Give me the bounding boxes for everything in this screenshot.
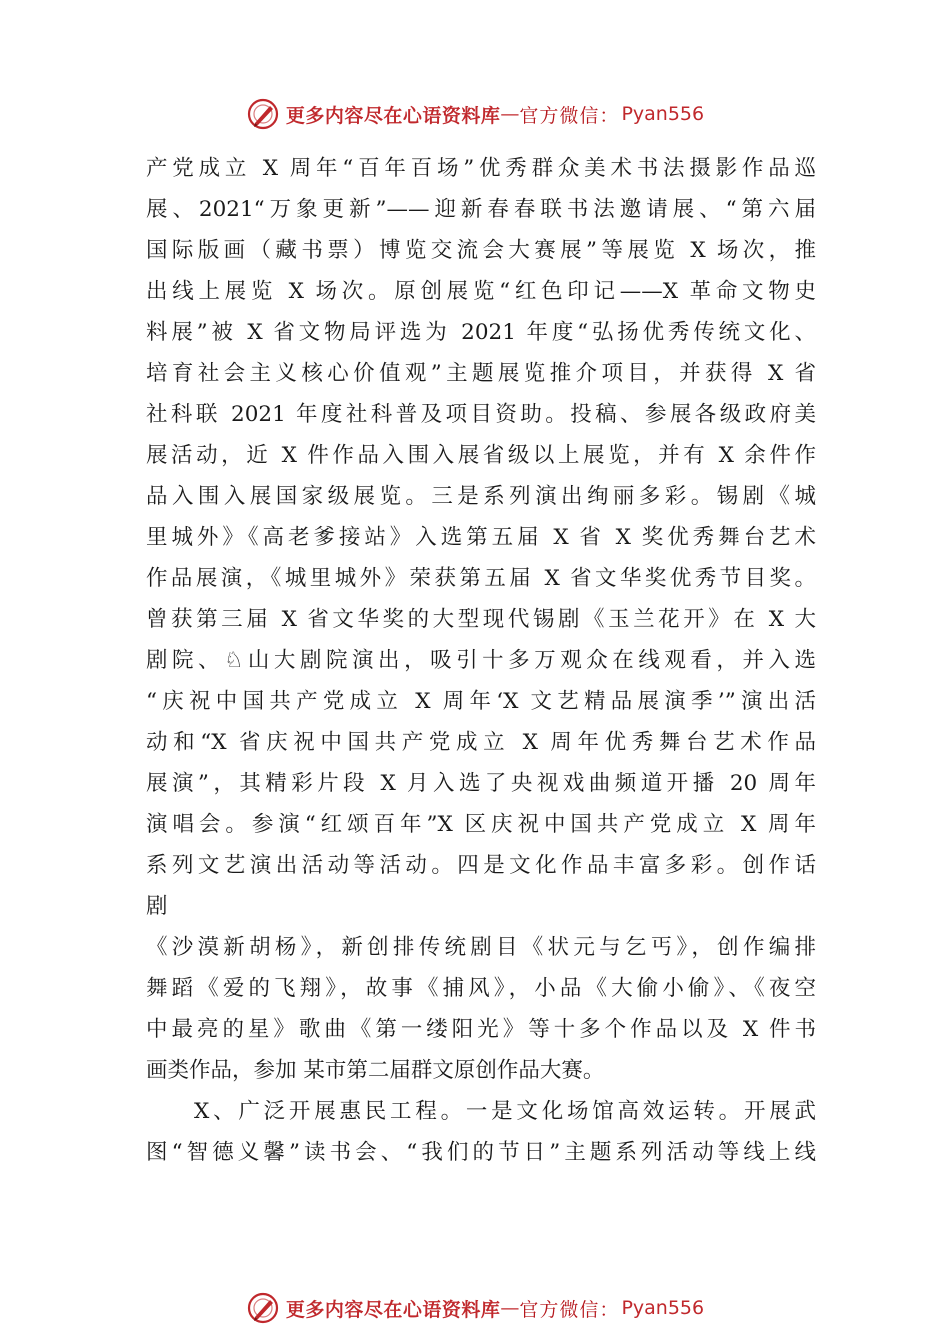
banner-title: 更多内容尽在心语资料库 — [285, 1298, 501, 1321]
text-line: 演唱会。参演“红颂百年”X 区庆祝中国共产党成立 X 周年 — [146, 812, 816, 837]
banner-wechat-label: 官方微信： — [519, 104, 620, 127]
banner-wechat-id: Pyan556 — [621, 103, 705, 125]
text-line: 《沙漠新胡杨》，新创排传统剧目《状元与乞丐》，创作编排 — [146, 935, 816, 960]
text-line: 中最亮的星》歌曲《第一缕阳光》等十多个作品以及 X 件书 — [146, 1017, 816, 1042]
text-line: 剧 — [146, 894, 168, 919]
text-line: 品入围入展国家级展览。三是系列演出绚丽多彩。锡剧《城 — [146, 484, 816, 509]
pen-logo-icon — [246, 97, 280, 131]
banner-wechat-id: Pyan556 — [621, 1297, 705, 1319]
text-line: 料展”被 X 省文物局评选为 2021 年度“弘扬优秀传统文化、 — [146, 320, 816, 345]
pen-logo-icon — [246, 1291, 280, 1325]
banner-dash: — — [500, 1297, 520, 1319]
text-line: 国际版画（藏书票）博览交流会大赛展”等展览 X 场次，推 — [146, 238, 816, 263]
text-line: 动和“X 省庆祝中国共产党成立 X 周年优秀舞台艺术作品 — [146, 730, 816, 755]
footer-banner[interactable] — [0, 1286, 950, 1330]
banner-dash: — — [500, 103, 520, 125]
text-line: 系列文艺演出活动等活动。四是文化作品丰富多彩。创作话 — [146, 853, 816, 878]
text-line: 舞蹈《爱的飞翔》，故事《捕风》，小品《大偷小偷》、《夜空 — [146, 976, 816, 1001]
banner-wechat-label: 官方微信： — [519, 1298, 620, 1321]
banner-title: 更多内容尽在心语资料库 — [285, 104, 501, 127]
header-banner[interactable] — [0, 92, 950, 136]
text-line: 展活动，近 X 件作品入围入展省级以上展览，并有 X 余件作 — [146, 443, 816, 468]
text-line: 作品展演，《城里城外》荣获第五届 X 省文华奖优秀节目奖。 — [146, 566, 816, 591]
text-line: 里城外》《高老爹接站》入选第五届 X 省 X 奖优秀舞台艺术 — [146, 525, 816, 550]
text-line: “庆祝中国共产党成立 X 周年‘X 文艺精品展演季’”演出活 — [146, 689, 816, 714]
text-line: 展、2021“万象更新”——迎新春春联书法邀请展、“第六届 — [146, 197, 816, 222]
text-line: 展演”，其精彩片段 X 月入选了央视戏曲频道开播 20 周年 — [146, 771, 816, 796]
text-line: X、广泛开展惠民工程。一是文化场馆高效运转。开展武 — [194, 1099, 816, 1124]
text-line: 图“智德义馨”读书会、“我们的节日”主题系列活动等线上线 — [146, 1140, 816, 1165]
text-line: 曾获第三届 X 省文华奖的大型现代锡剧《玉兰花开》在 X 大 — [146, 607, 816, 632]
text-line: 培育社会主义核心价值观”主题展览推介项目，并获得 X 省 — [146, 361, 816, 386]
text-line: 出线上展览 X 场次。原创展览“红色印记——X 革命文物史 — [146, 279, 816, 304]
text-line: 产党成立 X 周年“百年百场”优秀群众美术书法摄影作品巡 — [146, 156, 816, 181]
body-text — [146, 148, 816, 1173]
text-line: 社科联 2021 年度社科普及项目资助。投稿、参展各级政府美 — [146, 402, 816, 427]
text-line: 剧院、♘山大剧院演出，吸引十多万观众在线观看，并入选 — [146, 648, 816, 673]
text-line: 画类作品，参加 某市第二届群文原创作品大赛。 — [146, 1058, 605, 1083]
